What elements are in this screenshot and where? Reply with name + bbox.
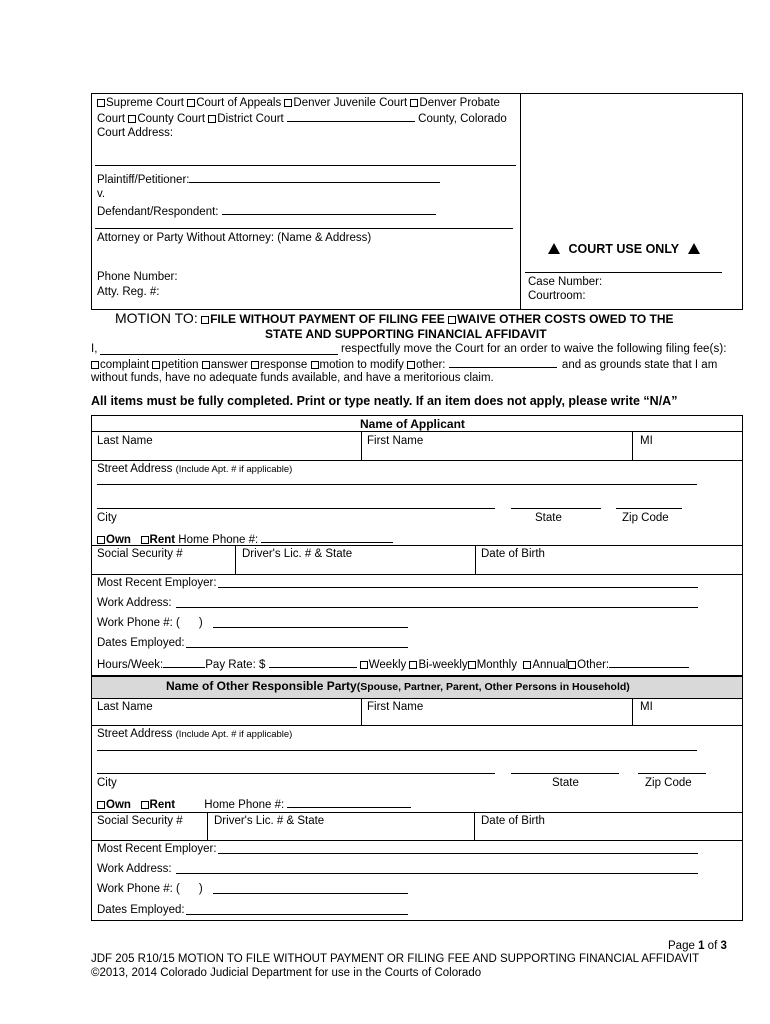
court-use-only: COURT USE ONLY — [548, 242, 700, 256]
applicant-mi-label: MI — [640, 435, 653, 447]
attorney-divider — [95, 228, 513, 229]
applicant-employer-label: Most Recent Employer: — [97, 577, 217, 589]
other-party-header: Name of Other Responsible Party(Spouse, Partner, Parent, Other Persons in Household) — [166, 679, 630, 693]
waive-costs-checkbox[interactable] — [448, 316, 456, 324]
applicant-state-label: State — [535, 512, 562, 524]
plaintiff-field[interactable] — [189, 172, 440, 183]
other-own-checkbox[interactable] — [97, 801, 105, 809]
other-ssn-label: Social Security # — [97, 815, 183, 827]
motion-respectfully: respectfully move the Court for an order to waive the following filing fee(s): — [341, 343, 727, 355]
applicant-rent-checkbox[interactable] — [141, 536, 149, 544]
applicant-dates-label: Dates Employed: — [97, 637, 185, 649]
monthly-checkbox[interactable] — [468, 661, 476, 669]
phone-label: Phone Number: — [97, 271, 178, 283]
applicant-dates-field[interactable] — [186, 647, 408, 648]
applicant-city-field[interactable] — [97, 508, 495, 509]
applicant-last-name-label: Last Name — [97, 435, 153, 447]
other-state-field[interactable] — [511, 773, 619, 774]
applicant-city-label: City — [97, 512, 117, 524]
applicant-dl-label: Driver's Lic. # & State — [242, 548, 353, 560]
other-state-label: State — [552, 777, 579, 789]
motion-title: MOTION TO: FILE WITHOUT PAYMENT OF FILING FEE WAIVE OTHER COSTS OWED TO THE — [115, 310, 674, 326]
answer-checkbox[interactable] — [202, 361, 210, 369]
applicant-street-field[interactable] — [97, 484, 697, 485]
case-number-label: Case Number: — [528, 276, 603, 288]
other-zip-label: Zip Code — [645, 777, 692, 789]
other-fee-field[interactable] — [449, 357, 557, 368]
court-use-divider — [525, 272, 722, 273]
petition-checkbox[interactable] — [152, 361, 160, 369]
court-address-line[interactable] — [95, 165, 516, 166]
footer-copyright: ©2013, 2014 Colorado Judicial Department for use in the Courts of Colorado — [91, 967, 482, 979]
pay-rate-field[interactable] — [269, 657, 357, 668]
other-work-phone-field[interactable] — [213, 893, 408, 894]
defendant-field[interactable] — [222, 204, 436, 215]
fee-types-line: complaint petition answer response motion to modify other: and as grounds state that I am — [91, 357, 717, 372]
applicant-first-name-label: First Name — [367, 435, 424, 447]
other-employer-label: Most Recent Employer: — [97, 843, 217, 855]
courtroom-label: Courtroom: — [528, 290, 586, 302]
probate-court-checkbox[interactable] — [410, 99, 418, 107]
instructions: All items must be fully completed. Print or type neatly. If an item does not apply, please write “N/A” — [91, 394, 678, 408]
supreme-court-checkbox[interactable] — [97, 99, 105, 107]
district-court-checkbox[interactable] — [208, 115, 216, 123]
triangle-up-icon — [688, 243, 700, 254]
other-street-label: Street Address (Include Apt. # if applicable) — [97, 728, 293, 740]
other-city-label: City — [97, 777, 117, 789]
other-dl-label: Driver's Lic. # & State — [214, 815, 325, 827]
biweekly-checkbox[interactable] — [409, 661, 417, 669]
complaint-checkbox[interactable] — [91, 361, 99, 369]
other-own-rent: Own Rent Home Phone #: — [97, 797, 411, 812]
applicant-work-address-label: Work Address: — [97, 597, 172, 609]
motion-line-3: without funds, have no adequate funds available, and have a meritorious claim. — [91, 372, 494, 384]
motion-i: I, — [91, 343, 98, 355]
applicant-pay-line: Hours/Week: Pay Rate: $ Weekly Bi-weekly Monthly Annual Other: — [97, 657, 689, 672]
other-rent-checkbox[interactable] — [141, 801, 149, 809]
movant-name-field[interactable] — [100, 354, 338, 355]
page-number: Page 1 of 3 — [668, 940, 727, 952]
applicant-zip-label: Zip Code — [622, 512, 669, 524]
other-work-phone-label: Work Phone #: ( ) — [97, 883, 203, 895]
county-court-checkbox[interactable] — [128, 115, 136, 123]
applicant-work-phone-label: Work Phone #: ( ) — [97, 617, 203, 629]
other-first-name-label: First Name — [367, 701, 424, 713]
other-dates-field[interactable] — [186, 914, 408, 915]
response-checkbox[interactable] — [251, 361, 259, 369]
other-city-field[interactable] — [97, 773, 495, 774]
atty-reg-label: Atty. Reg. #: — [97, 286, 160, 298]
other-pay-checkbox[interactable] — [568, 661, 576, 669]
applicant-own-checkbox[interactable] — [97, 536, 105, 544]
court-address-label: Court Address: — [97, 127, 174, 139]
weekly-checkbox[interactable] — [360, 661, 368, 669]
other-dob-label: Date of Birth — [481, 815, 545, 827]
applicant-home-phone-field[interactable] — [261, 532, 393, 543]
motion-title-line-2: STATE AND SUPPORTING FINANCIAL AFFIDAVIT — [265, 327, 547, 341]
court-line-1: Supreme Court Court of Appeals Denver Juvenile Court Denver Probate — [97, 96, 500, 110]
hours-per-week-field[interactable] — [163, 657, 205, 668]
appeals-court-checkbox[interactable] — [187, 99, 195, 107]
other-street-field[interactable] — [97, 750, 697, 751]
other-employer-field[interactable] — [218, 853, 698, 854]
other-home-phone-field[interactable] — [287, 797, 411, 808]
attorney-label: Attorney or Party Without Attorney: (Name & Address) — [97, 232, 372, 244]
applicant-work-address-field[interactable] — [176, 607, 698, 608]
applicant-header: Name of Applicant — [360, 417, 465, 431]
modify-checkbox[interactable] — [311, 361, 319, 369]
applicant-dob-label: Date of Birth — [481, 548, 545, 560]
other-mi-label: MI — [640, 701, 653, 713]
applicant-work-phone-field[interactable] — [213, 627, 408, 628]
court-line-2: Court County Court District Court County, Colorado — [97, 113, 507, 125]
file-without-fee-checkbox[interactable] — [201, 316, 209, 324]
annual-checkbox[interactable] — [523, 661, 531, 669]
other-zip-field[interactable] — [638, 773, 706, 774]
other-work-address-field[interactable] — [176, 873, 698, 874]
other-pay-field[interactable] — [609, 657, 689, 668]
applicant-state-field[interactable] — [511, 508, 601, 509]
other-dates-label: Dates Employed: — [97, 904, 185, 916]
triangle-up-icon — [548, 243, 560, 254]
other-fee-checkbox[interactable] — [407, 361, 415, 369]
applicant-zip-field[interactable] — [616, 508, 682, 509]
other-last-name-label: Last Name — [97, 701, 153, 713]
plaintiff-label: Plaintiff/Petitioner: — [97, 172, 440, 187]
applicant-own-rent: Own Rent Home Phone #: — [97, 532, 393, 547]
applicant-ssn-label: Social Security # — [97, 548, 183, 560]
county-name-field[interactable] — [287, 111, 415, 122]
footer-form-id: JDF 205 R10/15 MOTION TO FILE WITHOUT PAYMENT OR FILING FEE AND SUPPORTING FINANCIAL AFFIDAVIT — [91, 953, 700, 965]
caption-divider — [520, 93, 521, 310]
applicant-employer-field[interactable] — [218, 587, 698, 588]
versus-label: v. — [97, 188, 106, 200]
juvenile-court-checkbox[interactable] — [284, 99, 292, 107]
defendant-label: Defendant/Respondent: — [97, 204, 436, 219]
other-work-address-label: Work Address: — [97, 863, 172, 875]
applicant-street-label: Street Address (Include Apt. # if applicable) — [97, 463, 293, 475]
